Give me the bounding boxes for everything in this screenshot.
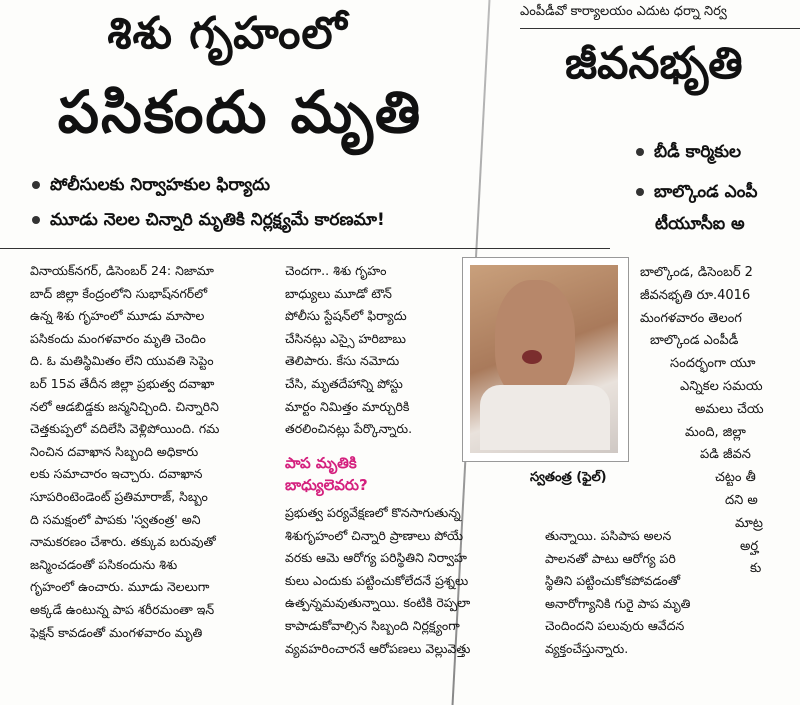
right-kicker-divider: [520, 28, 800, 29]
bullet-dot-icon: [32, 216, 40, 224]
bullet-2: మూడు నెలల చిన్నారి మృతికి నిర్లక్ష్యమే కారణమా!: [32, 210, 385, 234]
right-bullet-2: బాల్కొండ ఎంపీ: [636, 182, 757, 206]
bullet-dot-icon: [636, 148, 644, 156]
right-kicker: ఎంపీడీవో కార్యాలయం ఎదుట ధర్నా నిర్వ: [520, 4, 727, 19]
subhead: పాప మృతికి బాధ్యులెవరు?: [285, 454, 368, 494]
right-bullet-2-cont: టీయూసీఐ అ: [655, 214, 745, 234]
column-3: తున్నాయి. పసిపాప అలన పాలనతో పాటు ఆరోగ్య పరి స్థితిని పట్టించుకోకపోవడంతో అనారోగ్యానికి గురై పాప మృతి చెందిందని పలువురు ఆవేదన వ్యక్తంచేస్తున్నారు.: [545, 528, 691, 656]
baby-face-image: [495, 280, 575, 400]
column-2-top: చెందగా.. శిశు గృహం బాధ్యులు మూడో టౌన్ పోలీసు స్టేషన్‌లో ఫిర్యాదు చేసినట్లు ఎస్సై హరిబాబు తెలిపారు. కేసు నమోదు చేసి, మృతదేహాన్ని పోస్టు మార్టం నిమిత్తం మార్చురికి తరలించినట్లు పేర్కొన్నారు.: [285, 263, 413, 437]
bullet-1: పోలీసులకు నిర్వాహకుల ఫిర్యాదు: [32, 175, 270, 199]
baby-mouth-image: [522, 350, 542, 364]
bullet-dot-icon: [636, 188, 644, 196]
right-column: బాల్కొండ, డిసెంబర్ 2 జీవనభృతి రూ.4016 మంగళవారం తెలంగ బాల్కొండ ఎంపీడీ సందర్భంగా యూ ఎన్నికల సమయ అమలు చేయ మంది, జిల్లా పడి జీవన చట్టం తీ దని అ మాట్ర అర్హ కు: [640, 265, 764, 577]
column-2-bottom: ప్రభుత్వ పర్యవేక్షణలో కొనసాగుతున్న శిశుగృహంలో చిన్నారి ప్రాణాలు పోయే వరకు ఆమె ఆరోగ్య పరిస్థితిని నిర్వాహ కులు ఎందుకు పట్టించుకోలేదనే ప్రశ్నలు ఉత్పన్నమవుతున్నాయి. కంటికి రెప్పలా కాపాడుకోవాల్సిన సిబ్బంది నిర్లక్ష్యంగా వ్యవహరించారనే ఆరోపణలు వెల్లువెత్తు: [285, 505, 471, 656]
headline-line1: శిశు గృహంలో: [107, 8, 348, 59]
baby-cloth-image: [480, 385, 610, 450]
divider: [0, 248, 610, 249]
headline-line2: పసికందు మృతి: [57, 78, 423, 146]
bullet-dot-icon: [32, 181, 40, 189]
right-bullet-1: బీడీ కార్మికుల: [636, 142, 741, 166]
photo-caption: స్వతంత్ర (ఫైల్): [530, 470, 607, 485]
column-1: వినాయక్‌నగర్, డిసెంబర్ 24: నిజామా బాద్ జిల్లా కేంద్రంలోని సుభాష్‌నగర్‌లో ఉన్న శిశు గృహంలో మూడు మాసాల పసికందు మంగళవారం మృతి చెందిం ది. ఓ మతిస్థిమితం లేని యువతి సెప్టెం బర్ 15వ తేదీన జిల్లా ప్రభుత్వ దవాఖా నలో ఆడబిడ్డకు జన్మనిచ్చింది. చిన్నారిని చెత్తకుప్పలో వదిలేసి వెళ్లిపోయింది. గమ నించిన దవాఖాన సిబ్బంది అధికారు లకు సమాచారం ఇచ్చారు. దవాఖాన సూపరింటెండెంట్ ప్రతిమారాజ్, సిబ్బం ది సమక్షంలో పాపకు 'స్వతంత్ర' అని నామకరణం చేశారు. తక్కువ బరువుతో జన్మించడంతో పసికందును శిశు గృహంలో ఉంచారు. మూడు నెలలుగా అక్కడే ఉంటున్న పాప శరీరమంతా ఇన్ ఫెక్షన్ కావడంతో మంగళవారం మృతి: [30, 263, 220, 640]
right-headline: జీవనభృతి: [565, 38, 743, 89]
